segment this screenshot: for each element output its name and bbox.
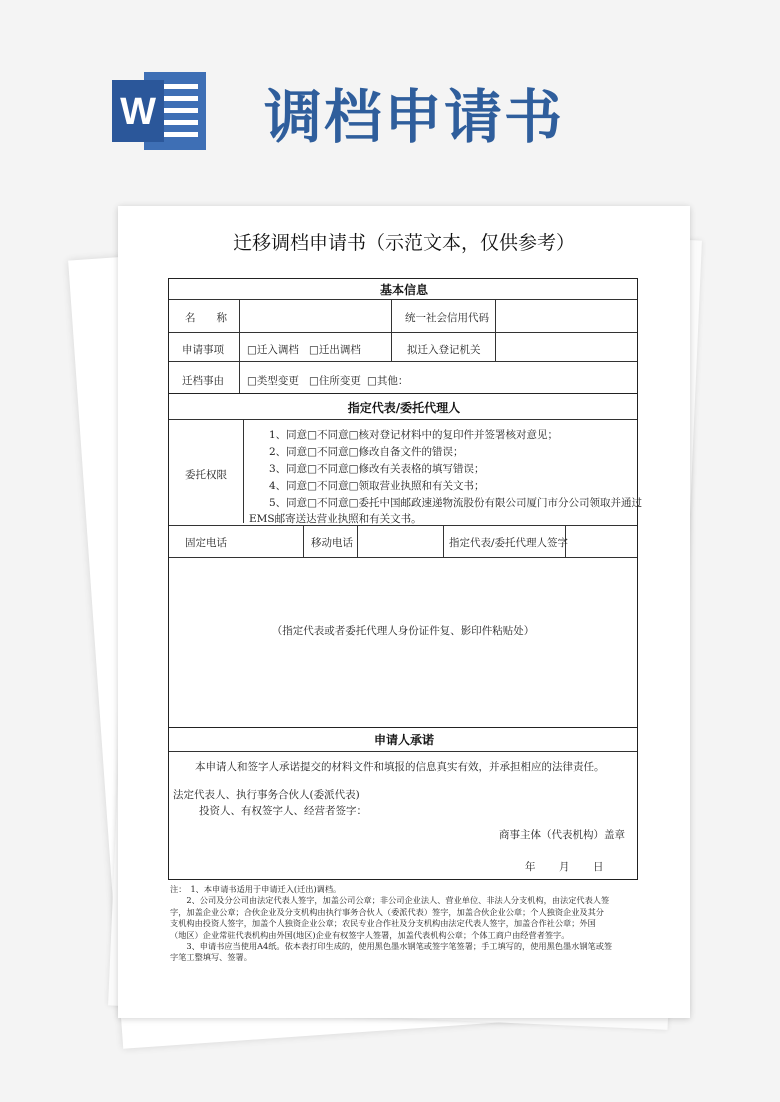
divider <box>169 525 637 526</box>
authority-label: 委托权限 <box>185 469 227 481</box>
document-title: 迁移调档申请书（示范文本，仅供参考） <box>232 232 575 254</box>
date-month: 月 <box>559 861 570 873</box>
authority-item-2: 2、同意□不同意□修改自备文件的错误； <box>269 446 464 458</box>
reason-option-other[interactable]: □其他： <box>367 375 409 387</box>
divider <box>169 332 637 333</box>
matter-option-out[interactable]: □迁出调档 <box>309 344 361 356</box>
note-line: 支机构由投资人签字，加盖个人独资企业公章；农民专业合作社及分支机构由法定代表人签字，加盖合作社公章；外国 <box>170 918 596 929</box>
signer-line-1: 法定代表人、执行事务合伙人(委派代表) <box>173 789 360 801</box>
divider <box>243 419 244 523</box>
form-table <box>168 278 643 880</box>
signer-line-2: 投资人、有权签字人、经营者签字： <box>199 805 367 817</box>
logo-letter: W <box>120 91 156 133</box>
mobile-label: 移动电话 <box>311 537 353 549</box>
delegate-heading: 指定代表/委托代理人 <box>347 401 461 415</box>
divider <box>169 727 637 728</box>
signature-label: 指定代表/委托代理人签字 <box>449 537 569 549</box>
divider <box>169 419 637 420</box>
note-line: 3、申请书应当使用A4纸。依本表打印生成的，使用黑色墨水钢笔或签字笔签署；手工填写的，使用黑色墨水钢笔或签 <box>170 941 613 952</box>
authority-item-1: 1、同意□不同意□核对登记材料中的复印件并签署核对意见； <box>269 429 559 441</box>
note-line: 字，加盖企业公章；合伙企业及分支机构由执行事务合伙人（委派代表）签字，加盖合伙企业公章；个人独资企业及其分 <box>170 906 604 917</box>
pledge-statement: 本申请人和签字人承诺提交的材料文件和填报的信息真实有效，并承担相应的法律责任。 <box>195 761 605 773</box>
word-document-icon <box>110 68 210 154</box>
footnotes <box>170 884 640 964</box>
divider <box>303 525 304 557</box>
divider <box>169 393 637 394</box>
divider <box>391 299 392 361</box>
credit-code-label: 统一社会信用代码 <box>405 312 489 324</box>
date-day: 日 <box>593 861 604 873</box>
divider <box>169 557 637 558</box>
name-label: 名 称 <box>185 312 227 324</box>
note-line: 注： 1、本申请书适用于申请迁入(迁出)调档。 <box>170 884 342 894</box>
phone-label: 固定电话 <box>185 537 227 549</box>
divider <box>357 525 358 557</box>
authority-item-3: 3、同意□不同意□修改有关表格的填写错误； <box>269 463 485 475</box>
date-year: 年 <box>525 861 536 873</box>
reason-option-address[interactable]: □住所变更 <box>309 375 361 387</box>
authority-item-4: 4、同意□不同意□领取营业执照和有关文书； <box>269 480 485 492</box>
divider <box>443 525 444 557</box>
divider <box>169 361 637 362</box>
matter-label: 申请事项 <box>182 344 224 356</box>
reason-option-type[interactable]: □类型变更 <box>247 375 299 387</box>
matter-option-in[interactable]: □迁入调档 <box>247 344 299 356</box>
authority-item-5: 5、同意□不同意□委托中国邮政速递物流股份有限公司厦门市分公司领取并通过 <box>269 497 643 509</box>
id-paste-area-note: （指定代表或者委托代理人身份证件复、影印件粘贴处） <box>271 625 535 637</box>
form-sheet <box>118 206 690 1018</box>
note-line: 2、公司及分公司由法定代表人签字，加盖公司公章；非公司企业法人、营业单位、非法人分支机构，由法定代表人签 <box>170 895 610 906</box>
destination-authority-label: 拟迁入登记机关 <box>407 344 481 356</box>
basic-info-heading: 基本信息 <box>379 283 428 297</box>
authority-item-5-cont: EMS邮寄送达营业执照和有关文书。 <box>249 513 422 525</box>
note-line: 字笔工整填写、签署。 <box>170 952 252 963</box>
banner-title: 调档申请书 <box>264 83 565 151</box>
pledge-heading: 申请人承诺 <box>373 733 434 747</box>
divider <box>495 299 496 361</box>
divider <box>169 751 637 752</box>
reason-label: 迁档事由 <box>182 375 224 387</box>
seal-label: 商事主体（代表机构）盖章 <box>499 829 625 841</box>
divider <box>239 299 240 393</box>
note-line: （地区）企业常驻代表机构由外国(地区)企业有权签字人签署，加盖代表机构公章；个体工商户由经营者签字。 <box>170 929 570 940</box>
